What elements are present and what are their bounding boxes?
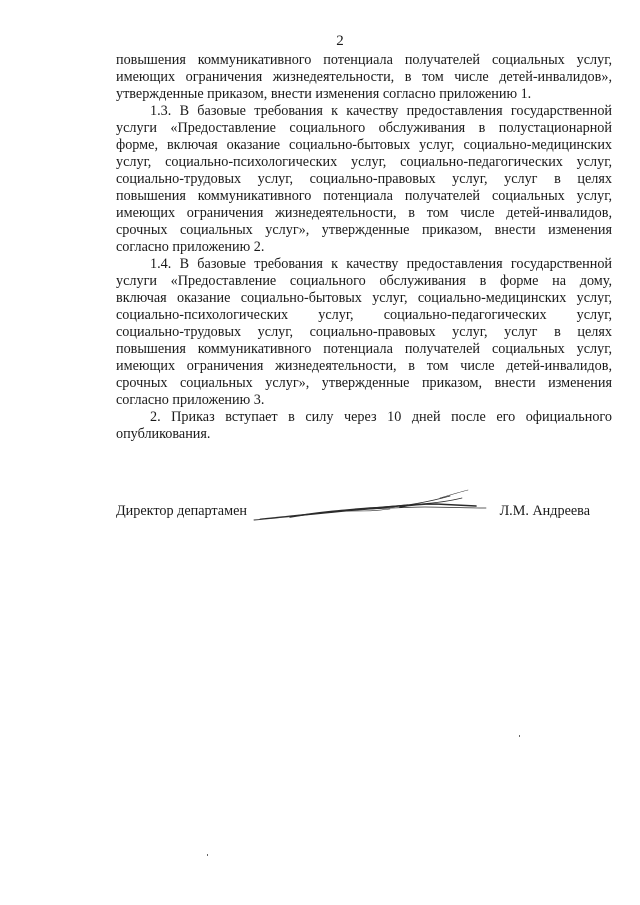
text-line: включая оказание социально-бытовых услуг, социально-медицинских услуг, <box>116 290 612 306</box>
text-line: срочных социальных услуг», утвержденные приказом, внести изменения <box>116 375 612 391</box>
text-line: срочных социальных услуг», утвержденные приказом, внести изменения <box>116 222 612 238</box>
text-line: услуги «Предоставление социального обслуживания в полустационарной <box>116 120 612 136</box>
text-line: повышения коммуникативного потенциала получателей социальных услуг, <box>116 52 612 68</box>
paragraph-1-continuation <box>116 52 612 103</box>
text-line: имеющих ограничения жизнедеятельности, в том числе детей-инвалидов, <box>116 358 612 374</box>
text-line: имеющих ограничения жизнедеятельности, в том числе детей-инвалидов», <box>116 69 612 85</box>
text-line: форме, включая оказание социально-бытовых услуг, социально-медицинских <box>116 137 612 153</box>
text-line: повышения коммуникативного потенциала получателей социальных услуг, <box>116 188 612 204</box>
paragraph-2 <box>116 409 612 443</box>
paragraph-1-4 <box>116 256 612 409</box>
page-number: 2 <box>336 33 344 49</box>
text-line: услуги «Предоставление социального обслуживания в форме на дому, <box>116 273 612 289</box>
text-line: имеющих ограничения жизнедеятельности, в том числе детей-инвалидов, <box>116 205 612 221</box>
text-line: услуг, социально-психологических услуг, социально-педагогических услуг, <box>116 154 612 170</box>
document-body <box>116 52 612 443</box>
text-line: 1.4. В базовые требования к качеству предоставления государственной <box>150 256 612 272</box>
signature-block <box>116 500 612 540</box>
handwritten-signature <box>250 486 490 532</box>
scan-speck <box>519 735 520 737</box>
text-line: согласно приложению 3. <box>116 392 265 408</box>
text-line: опубликования. <box>116 426 211 442</box>
text-line: социально-трудовых услуг, социально-правовых услуг, услуг в целях <box>116 324 612 340</box>
paragraph-1-3 <box>116 103 612 256</box>
text-line: повышения коммуникативного потенциала получателей социальных услуг, <box>116 341 612 357</box>
text-line: утвержденные приказом, внести изменения согласно приложению 1. <box>116 86 532 102</box>
signatory-name: Л.М. Андреева <box>499 503 590 519</box>
signatory-title: Директор департамен <box>116 503 247 519</box>
text-line: социально-психологических услуг, социально-педагогических услуг, <box>116 307 612 323</box>
text-line: согласно приложению 2. <box>116 239 265 255</box>
text-line: социально-трудовых услуг, социально-правовых услуг, услуг в целях <box>116 171 612 187</box>
text-line: 1.3. В базовые требования к качеству предоставления государственной <box>150 103 612 119</box>
text-line: 2. Приказ вступает в силу через 10 дней после его официального <box>150 409 612 425</box>
scan-speck <box>207 854 208 856</box>
